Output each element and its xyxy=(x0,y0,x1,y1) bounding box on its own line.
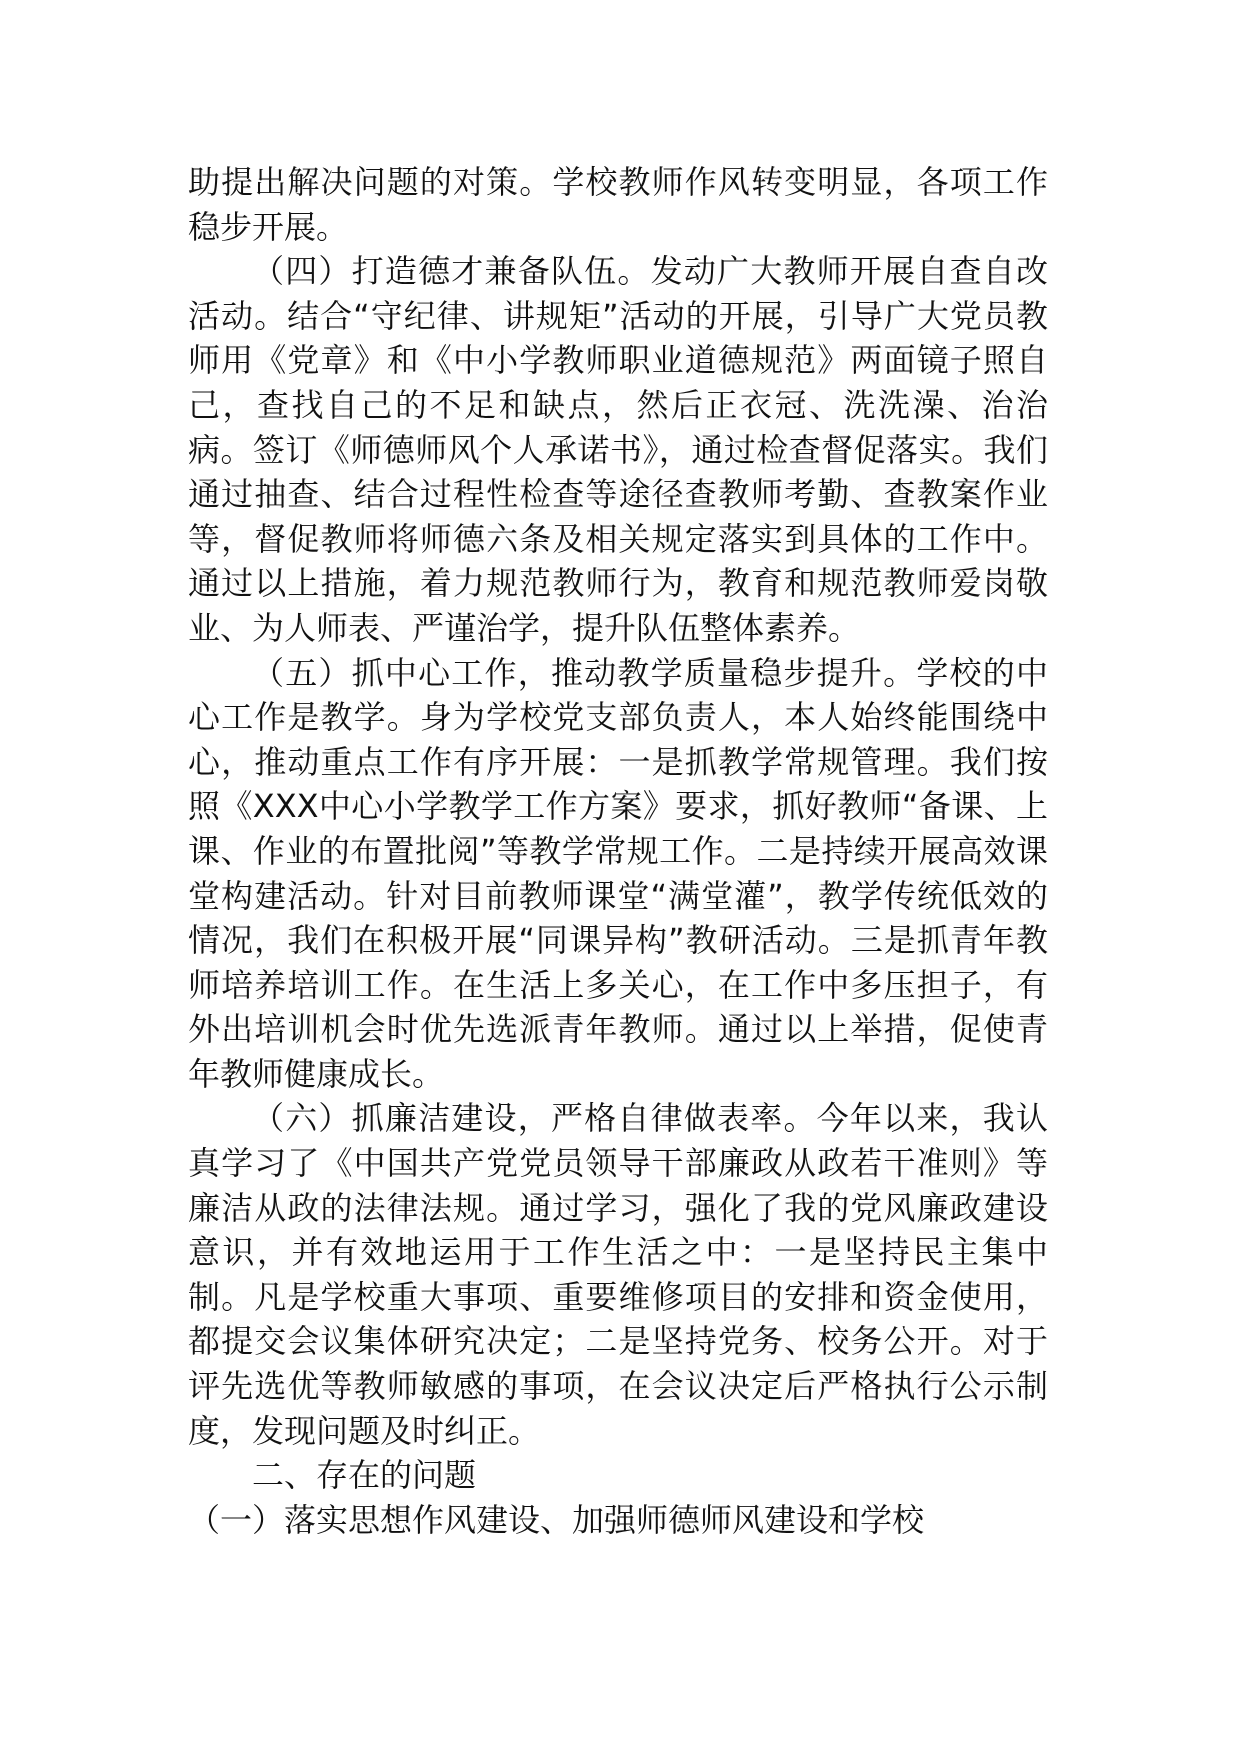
paragraph-problem-one: （一）落实思想作风建设、加强师德师风建设和学校 xyxy=(188,1500,925,1539)
paragraph-team-building: （四）打造德才兼备队伍。发动广大教师开展自查自改活动。结合“守纪律、讲规矩”活动的开展，引导广大党员教师用《党章》和《中小学教师职业道德规范》两面镜子照自己，查找自己的不足和缺点，然后正衣冠、洗洗澡、治治病。签订《师德师风个人承诺书》，通过检查督促落实。我们通过抽查、结合过程性检查等途径查教师考勤、查教案作业等，督促教师将师德六条及相关规定落实到具体的工作中。通过以上措施，着力规范教师行为，教育和规范教师爱岗敬业、为人师表、严谨治学，提升队伍整体素养。 xyxy=(188,252,1048,647)
paragraph-integrity: （六）抓廉洁建设，严格自律做表率。今年以来，我认真学习了《中国共产党党员领导干部廉政从政若干准则》等廉洁从政的法律法规。通过学习，强化了我的党风廉政建设意识，并有效地运用于工作生活之中：一是坚持民主集中制。凡是学校重大事项、重要维修项目的安排和资金使用，都提交会议集体研究决定；二是坚持党务、校务公开。对于评先选优等教师敏感的事项，在会议决定后严格执行公示制度，发现问题及时纠正。 xyxy=(188,1099,1048,1450)
document-page xyxy=(188,160,1048,1542)
section-heading-problems: 二、存在的问题 xyxy=(252,1456,477,1495)
paragraph-teaching-quality: （五）抓中心工作，推动教学质量稳步提升。学校的中心工作是教学。身为学校党支部负责人，本人始终能围绕中心，推动重点工作有序开展：一是抓教学常规管理。我们按照《XXX中心小学教学工作方案》要求，抓好教师“备课、上课、作业的布置批阅”等教学常规工作。二是持续开展高效课堂构建活动。针对目前教师课堂“满堂灌”，教学传统低效的情况，我们在积极开展“同课异构”教研活动。三是抓青年教师培养培训工作。在生活上多关心，在工作中多压担子，有外出培训机会时优先选派青年教师。通过以上举措，促使青年教师健康成长。 xyxy=(188,653,1048,1093)
paragraph-continuation: 助提出解决问题的对策。学校教师作风转变明显，各项工作稳步开展。 xyxy=(188,163,1048,246)
